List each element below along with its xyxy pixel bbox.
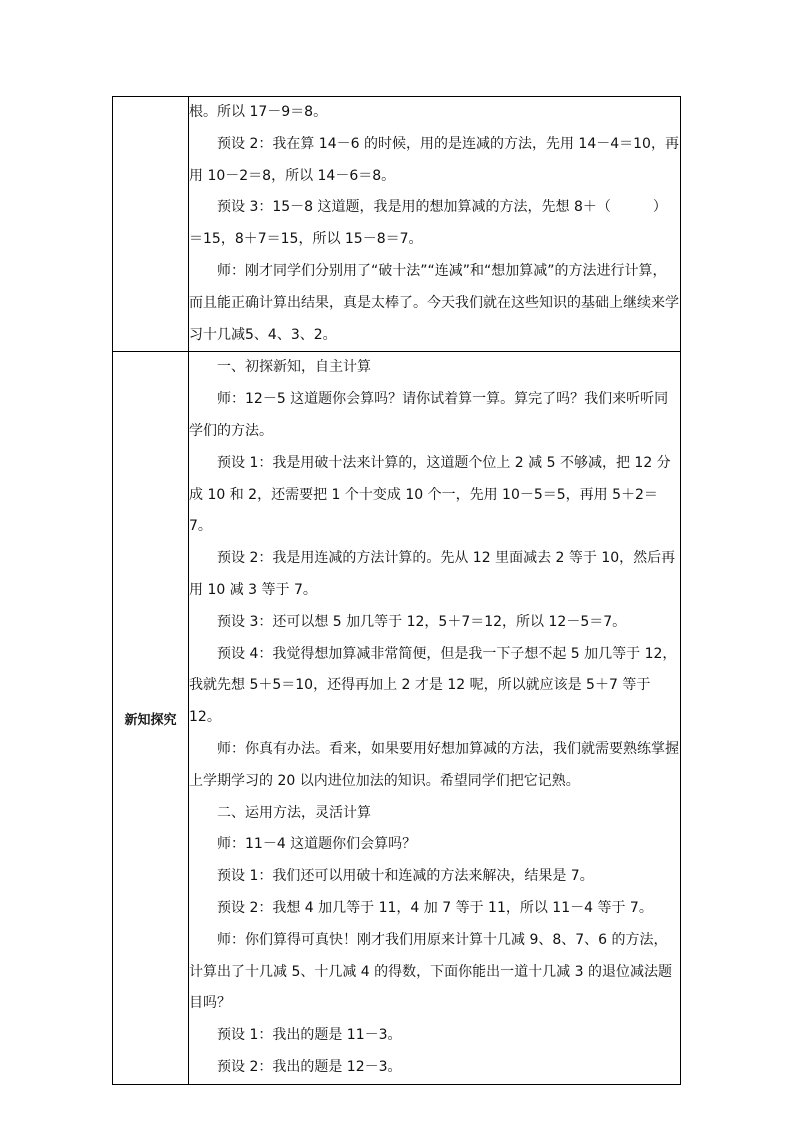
paragraph: 师：你真有办法。看来，如果要用好想加算减的方法，我们就需要熟练掌握上学期学习的 20 以内进位加法的知识。希望同学们把它记熟。	[189, 740, 679, 789]
paragraph: 预设 1：我们还可以用破十和连减的方法来解决，结果是 7。	[217, 868, 594, 885]
section-label-cell	[113, 97, 189, 352]
paragraph: 预设 2：我在算 14－6 的时候，用的是连减的方法，先用 14－4＝10，再用 10－2＝8，所以 14－6＝8。	[189, 135, 679, 184]
paragraph: 预设 4：我觉得想加算减非常简便，但是我一下子想不起 5 加几等于 12，我就先想 5＋5＝10，还得再加上 2 才是 12 呢，所以就应该是 5＋7 等于 12。	[189, 645, 677, 726]
heading-paragraph: 二、运用方法，灵活计算	[217, 804, 371, 821]
paragraph: 预设 1：我出的题是 11－3。	[217, 1027, 402, 1044]
paragraph: 师：刚才同学们分别用了“破十法”“连减”和“想加算减”的方法进行计算，而且能正确计算出结果，真是太棒了。今天我们就在这些知识的基础上继续来学习十几减5、4、3、2。	[189, 262, 679, 343]
table-row	[113, 97, 681, 352]
paragraph: 师：12－5 这道题你会算吗？请你试着算一算。算完了吗？我们来听听同学们的方法。	[189, 391, 669, 439]
paragraph: 预设 2：我想 4 加几等于 11，4 加 7 等于 11，所以 11－4 等于 7。	[217, 899, 653, 916]
paragraph: 预设 3：15－8 这道题，我是用的想加算减的方法，先想 8＋（ ）＝15，8＋7＝15，所以 15－8＝7。	[189, 199, 667, 248]
lesson-plan-table	[112, 96, 681, 1085]
section-content	[189, 352, 681, 1084]
section-label-cell	[113, 352, 189, 1084]
paragraph: 预设 3：还可以想 5 加几等于 12，5＋7＝12，所以 12－5＝7。	[217, 613, 627, 630]
heading-paragraph: 一、初探新知，自主计算	[217, 359, 371, 376]
paragraph: 师：你们算得可真快！刚才我们用原来计算十几减 9、8、7、6 的方法，计算出了十几减 5、十几减 4 的得数，下面你能出一道十几减 3 的退位减法题目吗？	[189, 931, 672, 1012]
table-row	[113, 352, 681, 1084]
paragraph: 预设 1：我是用破十法来计算的，这道题个位上 2 减 5 不够减，把 12 分成 10 和 2，还需要把 1 个十变成 10 个一，先用 10－5＝5，再用 5＋2＝7。	[189, 454, 671, 535]
paragraph: 师：11－4 这道题你们会算吗？	[217, 836, 417, 853]
paragraph: 预设 2：我是用连减的方法计算的。先从 12 里面减去 2 等于 10，然后再用 10 减 3 等于 7。	[189, 550, 676, 598]
section-content	[189, 97, 681, 352]
section-label: 新知探究	[124, 712, 177, 728]
paragraph: 根。所以 17－9＝8。	[189, 104, 328, 120]
paragraph: 预设 2：我出的题是 12－3。	[217, 1058, 402, 1075]
